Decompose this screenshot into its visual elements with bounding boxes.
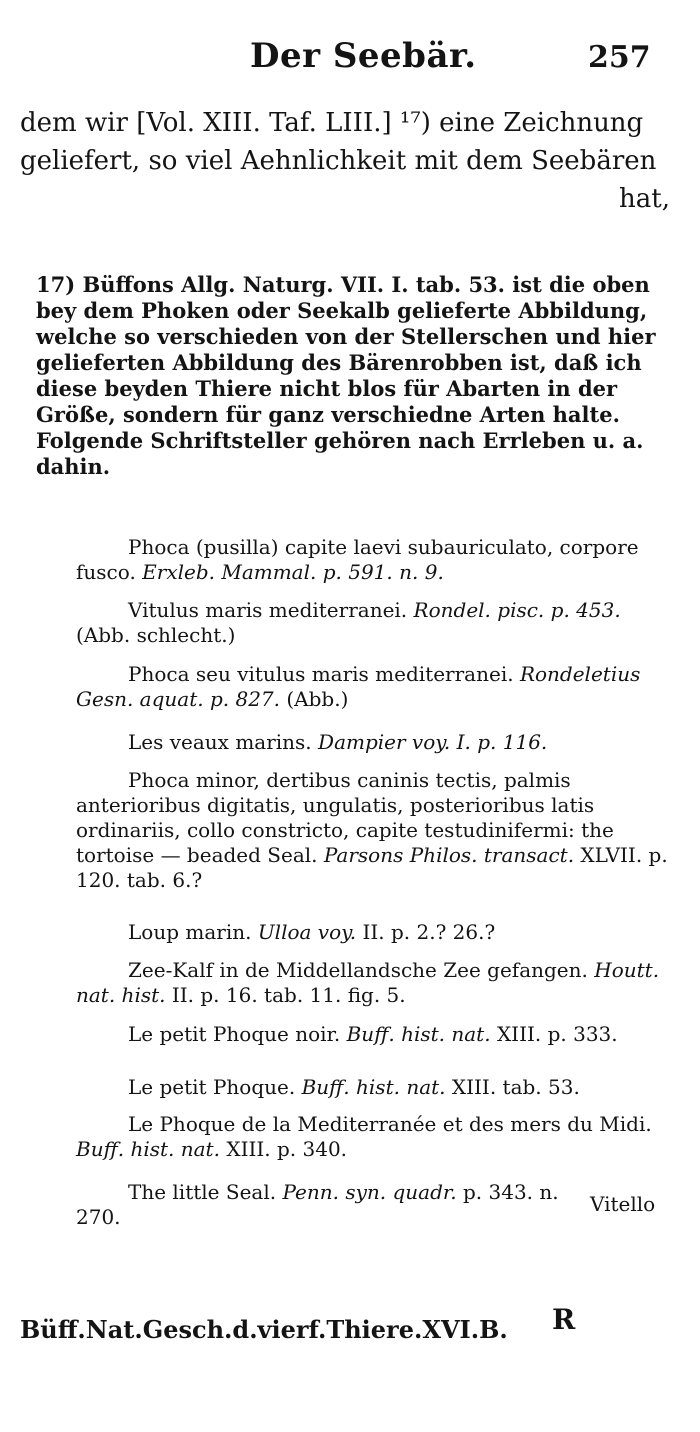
footnote-text: 17) Büffons Allg. Naturg. VII. I. tab. 53. ist die oben bey dem Phoken oder Seekalb gelieferte Abbildung, welche so verschieden von der Stellerschen und hier gelieferten Abbildung des Bärenrobben ist, daß ich diese beyden Thiere nicht blos für Abarten in der Größe, sondern für ganz verschiedne Arten halte. Folgende Schriftsteller gehören nach Errleben u. a. dahin.	[36, 272, 656, 479]
entry-text: Le petit Phoque noir.	[128, 1022, 341, 1046]
entry-ref: Buff. hist. nat.	[76, 1137, 220, 1161]
citation-entry	[76, 920, 668, 945]
entry-ref: Buff. hist. nat.	[301, 1075, 446, 1099]
entry-extra: (Abb. schlecht.)	[76, 623, 236, 647]
entry-extra: XIII. p. 333.	[496, 1022, 618, 1046]
footnote	[36, 272, 668, 480]
entry-text: Les veaux marins.	[128, 730, 312, 754]
entry-ref: Rondeletius Gesn. aquat. p. 827.	[76, 662, 641, 711]
entry-extra: XIII. tab. 53.	[451, 1075, 580, 1099]
page-footer	[20, 1303, 680, 1365]
entry-extra: p. 343. n. 270.	[76, 1180, 559, 1229]
entry-text: Phoca seu vitulus maris mediterranei.	[128, 662, 514, 686]
entry-extra: XLVII. p. 120. tab. 6.?	[76, 843, 668, 892]
citation-entry	[76, 1112, 668, 1162]
entry-text: The little Seal.	[128, 1180, 277, 1204]
entry-ref: Penn. syn. quadr.	[282, 1180, 457, 1204]
citation-entry	[76, 1075, 668, 1100]
citation-entry	[76, 768, 668, 893]
entry-ref: Rondel. pisc. p. 453.	[413, 598, 621, 622]
citation-entry	[76, 662, 668, 712]
entry-text: Phoca minor, dertibus caninis tectis, palmis anterioribus digitatis, ungulatis, posterioribus latis ordinariis, collo constricto, capite testudinifermi: the tortoise — beaded Seal.	[76, 768, 614, 867]
citation-entry	[76, 730, 668, 755]
entry-ref: Houtt. nat. hist.	[76, 958, 660, 1007]
entry-extra: XIII. p. 340.	[226, 1137, 348, 1161]
entry-extra: II. p. 2.? 26.?	[362, 920, 496, 944]
signature-line: Büff.Nat.Gesch.d.vierf.Thiere.XVI.B.	[20, 1315, 508, 1344]
citation-entry	[76, 1022, 668, 1047]
entry-text: Le Phoque de la Mediterranée et des mers du Midi.	[128, 1112, 652, 1136]
entry-text: Zee-Kalf in de Middellandsche Zee gefangen.	[128, 958, 588, 982]
entry-text: Vitulus maris mediterranei.	[128, 598, 408, 622]
entry-text: Phoca (pusilla) capite laevi subauriculato, corpore fusco.	[76, 535, 639, 584]
body-line-1: dem wir [Vol. XIII. Taf. LIII.] ¹⁷) eine Zeichnung	[20, 108, 644, 138]
entry-extra: (Abb.)	[286, 687, 349, 711]
entry-ref: Erxleb. Mammal. p. 591. n. 9.	[142, 560, 444, 584]
citation-entry	[76, 958, 668, 1008]
entry-ref: Buff. hist. nat.	[346, 1022, 491, 1046]
entry-extra: II. p. 16. tab. 11. fig. 5.	[171, 983, 406, 1007]
entry-ref: Parsons Philos. transact.	[323, 843, 575, 867]
citation-entry	[76, 1180, 576, 1230]
citation-entry	[76, 535, 668, 585]
sheet-mark: R	[552, 1303, 576, 1336]
catchword: Vitello	[590, 1192, 656, 1216]
entry-text: Le petit Phoque.	[128, 1075, 296, 1099]
entry-ref: Dampier voy. I. p. 116.	[318, 730, 548, 754]
page-header	[0, 34, 700, 84]
body-line-3: hat,	[619, 184, 670, 214]
entry-text: Loup marin.	[128, 920, 252, 944]
running-title: Der Seebär.	[250, 36, 477, 76]
citation-entry	[76, 598, 668, 648]
entry-ref: Ulloa voy.	[257, 920, 357, 944]
body-line-2: geliefert, so viel Aehnlichkeit mit dem Seebären	[20, 146, 657, 176]
page-number: 257	[588, 40, 651, 75]
